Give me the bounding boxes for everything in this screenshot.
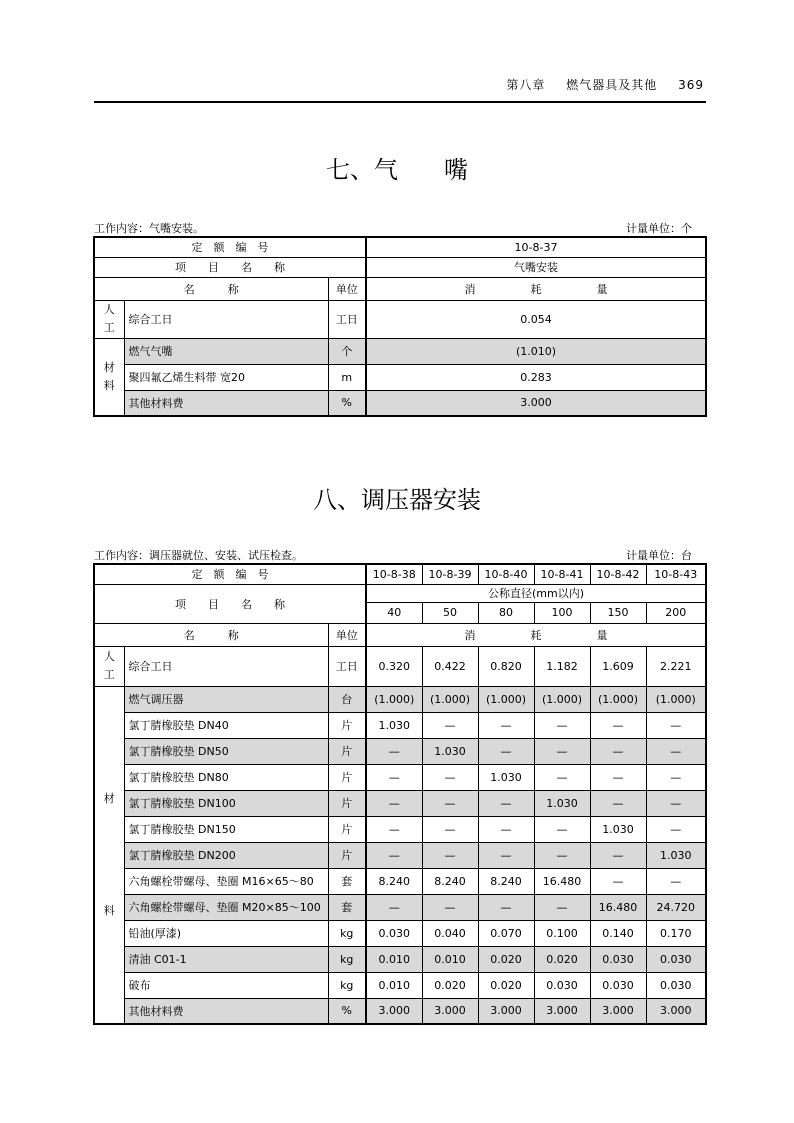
material-value: (1.000)	[646, 686, 706, 712]
material-value: —	[422, 842, 478, 868]
diameter-value: 200	[646, 602, 706, 623]
material-value: 1.030	[590, 816, 646, 842]
material-name: 清油 C01-1	[124, 946, 328, 972]
material-unit: kg	[328, 972, 366, 998]
material-name: 氯丁腈橡胶垫 DN50	[124, 738, 328, 764]
material-value: 16.480	[590, 894, 646, 920]
section8-work-note	[94, 547, 706, 561]
material-value: (1.000)	[478, 686, 534, 712]
material-value: 0.070	[478, 920, 534, 946]
material-name: 氯丁腈橡胶垫 DN100	[124, 790, 328, 816]
material-value: 3.000	[422, 998, 478, 1024]
material-value: 0.020	[534, 946, 590, 972]
labor-value: 2.221	[646, 646, 706, 686]
material-value: (1.000)	[590, 686, 646, 712]
material-value: —	[646, 816, 706, 842]
material-unit: %	[328, 998, 366, 1024]
material-unit: 片	[328, 790, 366, 816]
material-value: —	[422, 816, 478, 842]
labor-unit: 工日	[328, 646, 366, 686]
material-name: 氯丁腈橡胶垫 DN40	[124, 712, 328, 738]
material-name: 氯丁腈橡胶垫 DN80	[124, 764, 328, 790]
item-name: 气嘴安装	[366, 257, 706, 277]
material-value: 0.030	[366, 920, 422, 946]
material-value: —	[366, 894, 422, 920]
material-value: —	[590, 764, 646, 790]
material-value: 0.170	[646, 920, 706, 946]
material-value: 3.000	[478, 998, 534, 1024]
quota-number: 10-8-41	[534, 564, 590, 584]
labor-value: 0.422	[422, 646, 478, 686]
labor-name: 综合工日	[124, 646, 328, 686]
material-value: 3.000	[534, 998, 590, 1024]
material-value: —	[478, 894, 534, 920]
header-page-number: 369	[678, 78, 704, 92]
section8-unit: 计量单位：台	[626, 549, 692, 562]
material-value: —	[366, 738, 422, 764]
material-unit: 片	[328, 712, 366, 738]
material-value: 0.020	[422, 972, 478, 998]
material-value: —	[366, 842, 422, 868]
material-value: —	[646, 764, 706, 790]
material-category-label-bottom: 料	[103, 903, 115, 917]
material-value: 0.040	[422, 920, 478, 946]
material-value: 3.000	[590, 998, 646, 1024]
material-value: 0.030	[534, 972, 590, 998]
quota-number: 10-8-42	[590, 564, 646, 584]
section7-table	[93, 236, 707, 417]
material-unit: 片	[328, 842, 366, 868]
material-value: 1.030	[534, 790, 590, 816]
material-unit: %	[328, 390, 366, 416]
section7-work-content: 工作内容：气嘴安装。	[94, 222, 204, 235]
material-value: 3.000	[366, 998, 422, 1024]
material-value: 0.010	[366, 972, 422, 998]
material-value: 0.283	[366, 364, 706, 390]
material-value: —	[646, 868, 706, 894]
material-value: 0.020	[478, 946, 534, 972]
material-unit: 台	[328, 686, 366, 712]
material-name: 六角螺栓带螺母、垫圈 M20×85～100	[124, 894, 328, 920]
material-value: 0.010	[366, 946, 422, 972]
material-unit: 片	[328, 764, 366, 790]
section7-title-part2: 嘴	[444, 156, 468, 184]
material-value: —	[422, 894, 478, 920]
quota-number: 10-8-40	[478, 564, 534, 584]
material-value: 0.100	[534, 920, 590, 946]
material-value: (1.000)	[366, 686, 422, 712]
material-category	[94, 338, 124, 416]
labor-name: 综合工日	[124, 300, 328, 338]
material-value: 0.030	[590, 972, 646, 998]
diameter-value: 150	[590, 602, 646, 623]
material-value: 16.480	[534, 868, 590, 894]
section8-table	[93, 563, 707, 1025]
quota-number: 10-8-39	[422, 564, 478, 584]
material-value: (1.010)	[366, 338, 706, 364]
material-value: 0.140	[590, 920, 646, 946]
labor-category-label: 人工	[103, 303, 115, 334]
material-unit: m	[328, 364, 366, 390]
quota-number: 10-8-38	[366, 564, 422, 584]
material-name: 氯丁腈橡胶垫 DN200	[124, 842, 328, 868]
item-label: 项 目 名 称	[94, 257, 366, 277]
material-name: 铅油(厚漆)	[124, 920, 328, 946]
material-value: —	[478, 842, 534, 868]
section7-title	[0, 150, 794, 185]
col-consume-header: 消 耗 量	[366, 623, 706, 646]
material-category-label: 材料	[103, 360, 115, 392]
material-value: —	[422, 790, 478, 816]
material-value: 0.030	[646, 972, 706, 998]
material-value: 1.030	[422, 738, 478, 764]
material-value: (1.000)	[422, 686, 478, 712]
material-value: —	[646, 712, 706, 738]
labor-value: 0.320	[366, 646, 422, 686]
material-value: (1.000)	[534, 686, 590, 712]
page-header	[94, 74, 706, 103]
material-unit: 套	[328, 868, 366, 894]
col-unit-header: 单位	[328, 623, 366, 646]
diameter-value: 50	[422, 602, 478, 623]
material-value: —	[534, 842, 590, 868]
material-value: —	[646, 738, 706, 764]
header-title: 燃气器具及其他	[566, 78, 658, 92]
material-name: 燃气气嘴	[124, 338, 328, 364]
material-value: —	[422, 712, 478, 738]
section8-title: 八、调压器安装	[313, 486, 481, 514]
material-value: —	[590, 868, 646, 894]
labor-value: 1.609	[590, 646, 646, 686]
material-name: 燃气调压器	[124, 686, 328, 712]
col-unit-header: 单位	[328, 277, 366, 300]
quota-number: 10-8-37	[366, 237, 706, 257]
item-label: 项 目 名 称	[94, 584, 366, 623]
material-value: —	[646, 790, 706, 816]
material-value: 3.000	[366, 390, 706, 416]
material-value: —	[590, 712, 646, 738]
material-value: —	[534, 816, 590, 842]
material-name: 其他材料费	[124, 390, 328, 416]
material-unit: kg	[328, 920, 366, 946]
material-value: —	[366, 790, 422, 816]
header-running-title	[490, 76, 704, 93]
material-value: —	[590, 790, 646, 816]
material-unit: kg	[328, 946, 366, 972]
material-value: —	[478, 816, 534, 842]
material-name: 聚四氟乙烯生料带 宽20	[124, 364, 328, 390]
material-unit: 片	[328, 738, 366, 764]
material-value: 0.030	[590, 946, 646, 972]
quota-label: 定 额 编 号	[94, 564, 366, 584]
material-value: —	[366, 816, 422, 842]
material-value: —	[478, 790, 534, 816]
labor-category	[94, 646, 124, 686]
labor-unit: 工日	[328, 300, 366, 338]
material-value: —	[366, 764, 422, 790]
material-value: 0.030	[646, 946, 706, 972]
material-value: 8.240	[366, 868, 422, 894]
material-category-label-top: 材	[103, 791, 115, 805]
material-value: 0.010	[422, 946, 478, 972]
col-name-header: 名 称	[94, 623, 328, 646]
section8-work-content: 工作内容：调压器就位、安装、试压检查。	[94, 549, 303, 562]
material-category	[94, 686, 124, 1024]
material-value: —	[534, 712, 590, 738]
material-name: 破布	[124, 972, 328, 998]
labor-value: 0.820	[478, 646, 534, 686]
labor-category	[94, 300, 124, 338]
section7-unit: 计量单位：个	[626, 222, 692, 235]
labor-value: 0.054	[366, 300, 706, 338]
section7-title-part1: 七、气	[326, 156, 398, 184]
material-unit: 套	[328, 894, 366, 920]
material-value: 8.240	[478, 868, 534, 894]
labor-category-label: 人工	[103, 650, 115, 681]
material-value: 3.000	[646, 998, 706, 1024]
quota-label: 定 额 编 号	[94, 237, 366, 257]
material-value: —	[590, 738, 646, 764]
material-value: —	[534, 764, 590, 790]
section7-work-note	[94, 220, 706, 234]
diameter-value: 40	[366, 602, 422, 623]
header-chapter: 第八章	[506, 78, 546, 92]
material-unit: 个	[328, 338, 366, 364]
material-value: —	[478, 738, 534, 764]
material-value: 8.240	[422, 868, 478, 894]
material-name: 其他材料费	[124, 998, 328, 1024]
col-name-header: 名 称	[94, 277, 328, 300]
material-value: 1.030	[366, 712, 422, 738]
diameter-value: 80	[478, 602, 534, 623]
labor-value: 1.182	[534, 646, 590, 686]
material-value: —	[534, 894, 590, 920]
material-value: —	[590, 842, 646, 868]
col-consume-header: 消 耗 量	[366, 277, 706, 300]
material-name: 六角螺栓带螺母、垫圈 M16×65～80	[124, 868, 328, 894]
material-name: 氯丁腈橡胶垫 DN150	[124, 816, 328, 842]
material-value: —	[534, 738, 590, 764]
material-value: —	[478, 712, 534, 738]
material-value: 1.030	[646, 842, 706, 868]
material-value: —	[422, 764, 478, 790]
material-value: 0.020	[478, 972, 534, 998]
material-unit: 片	[328, 816, 366, 842]
diameter-value: 100	[534, 602, 590, 623]
quota-number: 10-8-43	[646, 564, 706, 584]
material-value: 24.720	[646, 894, 706, 920]
material-value: 1.030	[478, 764, 534, 790]
diameter-header: 公称直径(mm以内)	[366, 584, 706, 602]
